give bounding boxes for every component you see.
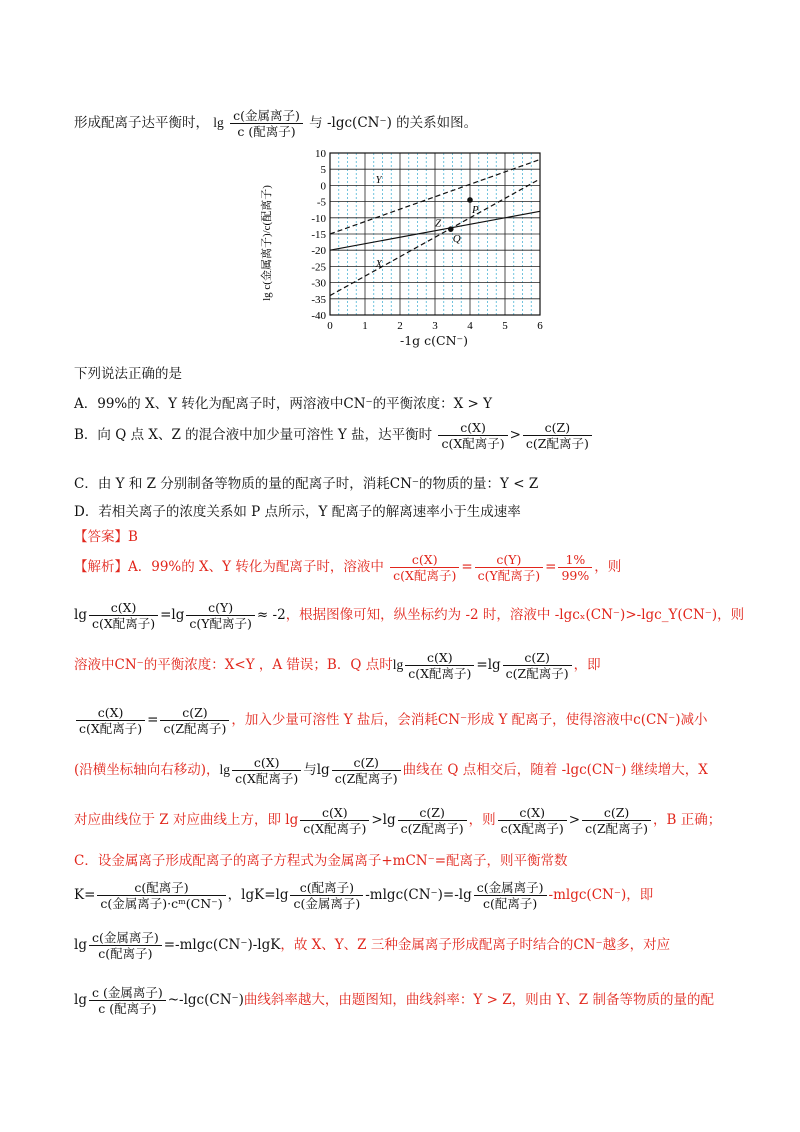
fraction — [186, 600, 255, 631]
frac-den: c(X配离子) — [79, 721, 143, 736]
x-tick-label: 5 — [502, 320, 508, 332]
text: =-mlgc(CN⁻)-lgK — [163, 937, 281, 953]
frac-den: c(配离子) — [483, 896, 538, 911]
x-tick-label: 0 — [327, 320, 333, 332]
analysis-line-2 — [74, 600, 744, 631]
option-d: D．若相关离子的浓度关系如 P 点所示，Y 配离子的解离速率小于生成速率 — [74, 504, 521, 520]
chart-ticks — [311, 148, 543, 332]
analysis-line-1 — [74, 552, 621, 583]
intro-prefix: 形成配离子达平衡时， — [74, 115, 209, 131]
frac-num: c(X) — [405, 650, 474, 666]
frac-den: c(Z配离子) — [505, 666, 569, 681]
fraction — [582, 805, 651, 836]
frac-den: c (配离子) — [98, 1001, 157, 1016]
fraction — [300, 805, 369, 836]
text: (沿横坐标轴向右移动)， — [74, 762, 220, 778]
frac-num: c(配离子) — [97, 880, 225, 896]
text: 与lg — [303, 762, 330, 778]
fraction — [558, 552, 592, 583]
frac-num: 1% — [558, 552, 592, 568]
analysis-line-6 — [74, 805, 721, 836]
analysis-line-10 — [74, 985, 714, 1016]
text: ，故 X、Y、Z 三种金属离子形成配离子时结合的CN⁻越多，对应 — [280, 937, 671, 953]
question-stem: 下列说法正确的是 — [74, 366, 182, 382]
frac-den: c(Y配离子) — [477, 568, 541, 583]
gt-sign: > — [509, 427, 521, 443]
eq: =lg — [160, 607, 185, 623]
series-label-Z: Z — [435, 217, 442, 230]
y-tick-label: -10 — [311, 212, 326, 225]
text: ，lgK=lg — [227, 887, 289, 903]
frac-den: c(Z配离子) — [585, 821, 649, 836]
point-Q — [448, 226, 454, 232]
text: ，则 — [594, 559, 622, 575]
eq: = — [545, 559, 557, 575]
frac-num: c(Y) — [186, 600, 255, 616]
series-label-Y: Y — [375, 173, 382, 186]
fraction — [398, 805, 467, 836]
x-tick-label: 1 — [362, 320, 368, 332]
x-tick-label: 6 — [537, 320, 543, 332]
text: > — [568, 812, 581, 828]
intro-fraction — [230, 108, 303, 139]
frac-den: c(配离子) — [98, 946, 153, 961]
fraction — [232, 755, 301, 786]
frac-den: c(Z配离子) — [525, 436, 589, 451]
frac-num: c(Z) — [582, 805, 651, 821]
analysis-line-3: 溶液中CN⁻的平衡浓度：X<Y ，A 错误；B．Q 点时lg $\frac{c(X)}{\text{c(X配离子)}}$ =lg $\frac{c(Z)}{\text{c(Z配离子)}}$ ，即 — [74, 650, 601, 681]
x-tick-label: 4 — [467, 320, 473, 332]
y-tick-label: 5 — [320, 164, 326, 177]
point-label-P: P — [472, 203, 479, 216]
frac-num: c(X) — [390, 552, 459, 568]
option-c: C．由 Y 和 Z 分别制备等物质的量的配离子时，消耗CN⁻的物质的量：Y < Z — [74, 476, 539, 492]
lg: lg — [74, 607, 87, 623]
chart-xlabel: -1g c(CN⁻) — [400, 333, 469, 348]
fraction — [97, 880, 225, 911]
text: ，即 — [573, 657, 601, 673]
frac-num: c(X) — [76, 705, 145, 721]
text: ，加入少量可溶性 Y 盐后，会消耗CN⁻形成 Y 配离子，使得溶液中c(CN⁻)减小 — [231, 712, 708, 728]
y-tick-label: -40 — [311, 310, 326, 322]
frac-num: c(Z) — [523, 420, 592, 436]
fraction — [390, 552, 459, 583]
frac-den: c(X配离子) — [408, 666, 472, 681]
fraction — [160, 705, 229, 736]
fraction — [89, 985, 166, 1016]
option-b-frac2 — [523, 420, 592, 451]
point-label-Q: Q — [452, 233, 461, 246]
eq: = — [147, 712, 159, 728]
frac-den: c(X配离子) — [441, 436, 505, 451]
text: ，则 — [468, 812, 496, 828]
fraction — [498, 805, 567, 836]
frac-den: c(Z配离子) — [400, 821, 464, 836]
y-tick-label: -30 — [311, 277, 326, 290]
y-tick-label: 10 — [315, 148, 326, 160]
text: ，B 正确； — [653, 812, 722, 828]
relationship-chart — [260, 143, 560, 355]
fraction — [332, 755, 401, 786]
point-P — [467, 197, 473, 203]
frac-den: c(X配离子) — [303, 821, 367, 836]
fraction — [503, 650, 572, 681]
option-b-frac1 — [438, 420, 507, 451]
frac-num: c(金属离子) — [89, 930, 162, 946]
analysis-line-5: (沿横坐标轴向右移动)，lg $\frac{c(X)}{\text{c(X配离子)}}$ 与lg $\frac{c(Z)}{\text{c(Z配离子)}}$ 曲线在 Q 点相交后，随着 -lgc(CN⁻) 继续增大，X — [74, 755, 708, 786]
series-label-X: X — [375, 258, 383, 271]
frac-num: c(X) — [438, 420, 507, 436]
intro-frac-num: c(金属离子) — [230, 108, 303, 124]
fraction — [405, 650, 474, 681]
analysis-line-4 — [74, 705, 708, 736]
y-tick-label: 0 — [320, 180, 326, 193]
text: 曲线斜率越大，由题图知，曲线斜率：Y > Z，则由 Y、Z 制备等物质的量的配 — [243, 992, 714, 1008]
text: A．99%的 X、Y 转化为配离子时，溶液中 — [128, 559, 384, 575]
text: K= — [74, 887, 96, 903]
frac-den: c(金属离子)·cᵐ(CN⁻) — [100, 896, 223, 911]
frac-den: c(X配离子) — [91, 616, 156, 631]
option-b — [74, 420, 594, 451]
fraction — [290, 880, 363, 911]
intro-mid: 与 — [309, 115, 323, 131]
intro-frac-den: c (配离子) — [237, 124, 296, 139]
text: >lg — [371, 812, 396, 828]
fraction — [89, 930, 162, 961]
frac-num: c(Z) — [332, 755, 401, 771]
frac-num: c(金属离子) — [474, 880, 547, 896]
y-tick-label: -15 — [311, 229, 326, 241]
option-b-text: B．向 Q 点 X、Z 的混合液中加少量可溶性 Y 盐，达平衡时 — [74, 427, 433, 443]
text: ~-lgc(CN⁻) — [167, 992, 244, 1008]
frac-num: c(Y) — [475, 552, 544, 568]
frac-den: c(Y配离子) — [189, 616, 252, 631]
approx: ≈ -2 — [256, 607, 286, 623]
lg: lg — [74, 992, 87, 1008]
frac-num: c(配离子) — [290, 880, 363, 896]
frac-den: 99% — [561, 568, 590, 583]
text: -mlgc(CN⁻)=-lg — [365, 887, 472, 903]
frac-num: c (金属离子) — [89, 985, 166, 1001]
frac-num: c(Z) — [398, 805, 467, 821]
frac-num: c(X) — [498, 805, 567, 821]
intro-expr: -lgc(CN⁻) — [326, 115, 392, 131]
frac-den: c(X配离子) — [235, 771, 299, 786]
frac-den: c(X配离子) — [393, 568, 457, 583]
fraction — [474, 880, 547, 911]
eq: =lg — [476, 657, 501, 673]
frac-num: c(X) — [232, 755, 301, 771]
intro-lg: lg — [213, 115, 224, 130]
intro-suffix: 的关系如图。 — [396, 115, 478, 131]
eq: = — [461, 559, 473, 575]
analysis-tag: 【解析】 — [74, 559, 128, 575]
frac-den: c(金属离子) — [293, 896, 361, 911]
fraction — [76, 705, 145, 736]
fraction — [89, 600, 158, 631]
y-tick-label: -20 — [311, 245, 326, 258]
lg: lg — [74, 937, 87, 953]
frac-num: c(Z) — [160, 705, 229, 721]
answer: 【答案】B — [74, 529, 138, 545]
text: 溶液中CN⁻的平衡浓度：X<Y ，A 错误；B．Q 点时 — [74, 657, 393, 673]
text: -mlgc(CN⁻)，即 — [548, 887, 654, 903]
frac-num: c(Z) — [503, 650, 572, 666]
text: 对应曲线位于 Z 对应曲线上方，即 lg — [74, 812, 299, 828]
x-tick-label: 3 — [432, 320, 438, 332]
analysis-line-7: C．设金属离子形成配离子的离子方程式为金属离子+mCN⁻=配离子，则平衡常数 — [74, 853, 568, 869]
chart-ylabel: lg c(金属离子)/c(配离子) — [261, 185, 273, 301]
analysis-line-9 — [74, 930, 670, 961]
option-a: A．99%的 X、Y 转化为配离子时，两溶液中CN⁻的平衡浓度：X > Y — [74, 396, 493, 412]
intro-line — [74, 108, 477, 139]
analysis-line-8 — [74, 880, 653, 911]
fraction — [475, 552, 544, 583]
frac-den: c(X配离子) — [500, 821, 564, 836]
chart-grid — [330, 153, 540, 315]
frac-num: c(X) — [89, 600, 158, 616]
x-tick-label: 2 — [397, 320, 403, 332]
y-tick-label: -35 — [311, 293, 326, 306]
frac-den: c(Z配离子) — [334, 771, 398, 786]
y-tick-label: -5 — [316, 196, 326, 209]
text: ，根据图像可知，纵坐标约为 -2 时，溶液中 -lgcₓ(CN⁻)>-lgc_Y(CN⁻)，则 — [285, 607, 745, 623]
text: 曲线在 Q 点相交后，随着 -lgc(CN⁻) 继续增大，X — [402, 762, 708, 778]
frac-den: c(Z配离子) — [163, 721, 227, 736]
y-tick-label: -25 — [311, 261, 326, 274]
frac-num: c(X) — [300, 805, 369, 821]
